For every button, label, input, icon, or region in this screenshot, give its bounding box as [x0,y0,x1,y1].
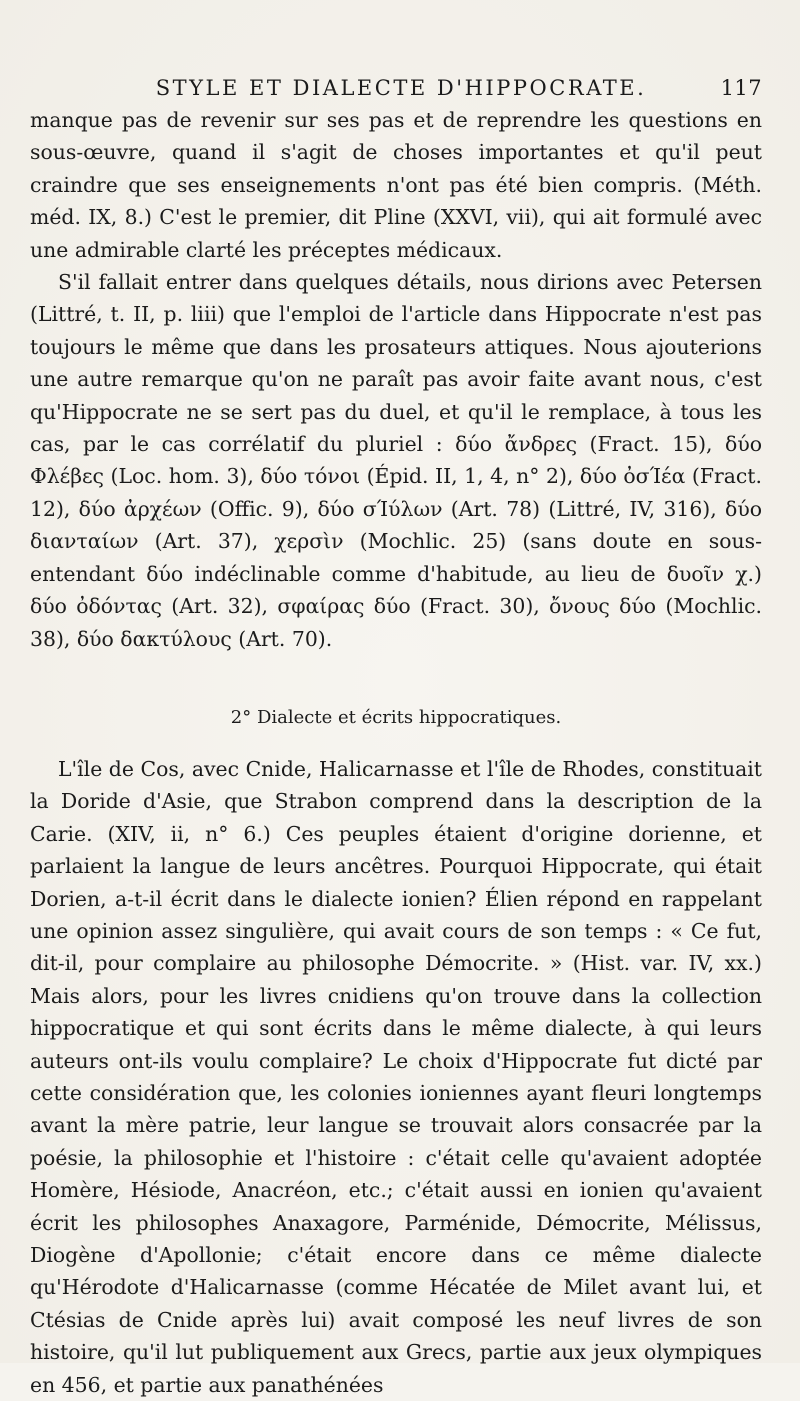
paragraph-dialect: L'île de Cos, avec Cnide, Halicarnasse et l'île de Rhodes, constituait la Doride d'Asie, que Strabon comprend dans la description de la Carie. (XIV, ii, n° 6.) Ces peuples étaient d'origine dorienne, et parlaient la langue de leurs ancêtres. Pourquoi Hippocrate, qui était Dorien, a-t-il écrit dans le dialecte ionien? Élien répond en rappelant une opinion assez singulière, qui avait cours de son temps : « Ce fut, dit-il, pour complaire au philosophe Démocrite. » (Hist. var. IV, xx.) Mais alors, pour les livres cnidiens qu'on trouve dans la collection hippocratique et qui sont écrits dans le même dialecte, à qui leurs auteurs ont-ils voulu complaire? Le choix d'Hippocrate fut dicté par cette considération que, les colonies ioniennes ayant fleuri longtemps avant la mère patrie, leur langue se trouvait alors consacrée par la poésie, la philosophie et l'histoire : c'était celle qu'avaient adoptée Homère, Hésiode, Anacréon, etc.; c'était aussi en ionien qu'avaient écrit les philosophes Anaxagore, Parménide, Démocrite, Mélissus, Diogène d'Apollonie; c'était encore dans ce même dialecte qu'Hérodote d'Halicarnasse (comme Hécatée de Milet avant lui, et Ctésias de Cnide après lui) avait composé les neuf livres de son histoire, qu'il lut publiquement aux Grecs, partie aux jeux olympiques en 456, et partie aux panathénées [30,756,762,1397]
running-title: STYLE ET DIALECTE D'HIPPOCRATE. [155,76,647,100]
page-body [30,104,762,1401]
section-heading: 2° Dialecte et écrits hippocratiques. [230,706,562,728]
running-header [30,76,762,100]
paragraph-continuation: manque pas de revenir sur ses pas et de reprendre les questions en sous-œuvre, quand il s'agit de choses importantes et qu'il peut craindre que ses enseignements n'ont pas été bien compris. (Méth. méd. IX, 8.) C'est le premier, dit Pline (XXVI, vii), qui ait formulé avec une admirable clarté les préceptes médicaux. [30,108,762,262]
page-number: 117 [720,76,762,100]
paragraph-duel: S'il fallait entrer dans quelques détails, nous dirions avec Petersen (Littré, t. II, p. liii) que l'emploi de l'article dans Hippocrate n'est pas toujours le même que dans les prosateurs attiques. Nous ajouterions une autre remarque qu'on ne paraît pas avoir faite avant nous, c'est qu'Hippocrate ne se sert pas du duel, et qu'il le remplace, à tous les cas, par le cas corrélatif du pluriel : δύο ἄνδρες (Fract. 15), δύο Φλέβες (Loc. hom. 3), δύο τόνοι (Épid. II, 1, 4, n° 2), δύο ὀσΊέα (Fract. 12), δύο ἀρχέων (Offic. 9), δύο σΊύλων (Art. 78) (Littré, IV, 316), δύο διανταίων (Art. 37), χερσὶν (Mochlic. 25) (sans doute en sous-entendant δύο indéclinable comme d'habitude, au lieu de δυοῖν χ.) δύο ὀδόντας (Art. 32), σφαίρας δύο (Fract. 30), ὄνους δύο (Mochlic. 38), δύο δακτύλους (Art. 70). [30,270,762,651]
